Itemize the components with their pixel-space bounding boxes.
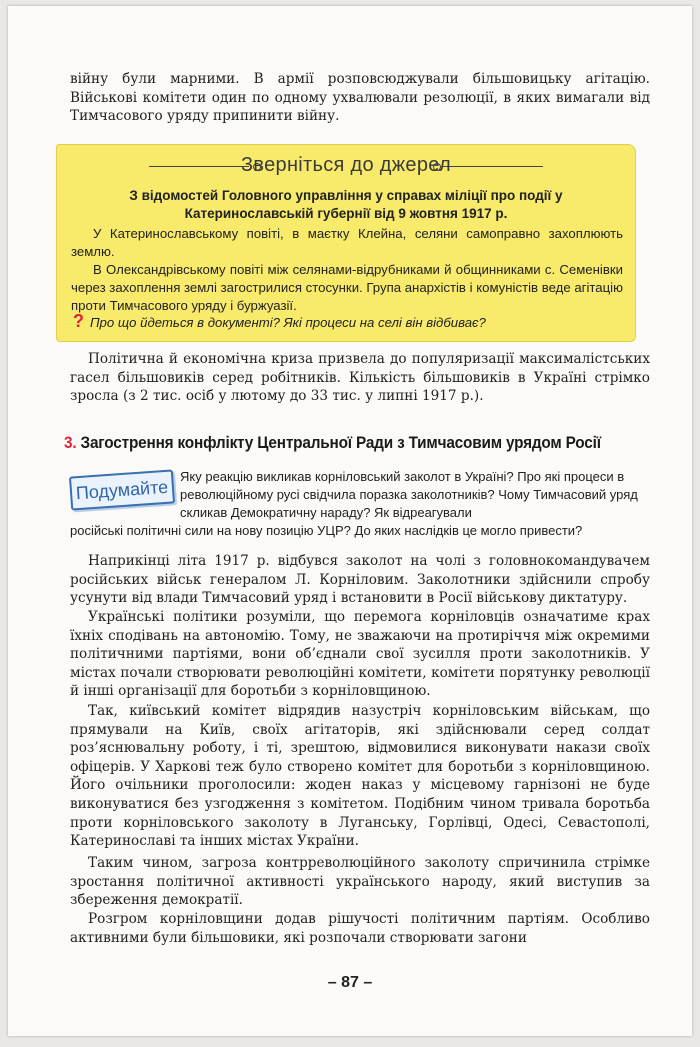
- sources-question-text: Про що йдеться в документі? Які процеси на селі він відбиває?: [90, 315, 486, 330]
- sources-box: [56, 144, 636, 342]
- sources-question: [73, 311, 625, 332]
- section-title: [64, 434, 622, 453]
- source-paragraph-1: У Катеринославському повіті, в маєтку Клейна, селяни самоправно захоплюють землю.: [71, 226, 623, 259]
- body-paragraph-4: Таким чином, загроза контрреволюційного заколоту спричинила стрімке зростання політичної активності українського народу, який виступив за збереження демократії.: [70, 855, 650, 909]
- section-number: 3.: [64, 434, 77, 452]
- textbook-page: [8, 6, 692, 1036]
- body-paragraph-5: Розгром корніловщини додав рішучості політичним партіям. Особливо активними були більшовики, які розпочали створювати загони: [70, 911, 650, 946]
- think-questions-part2: російські політичні сили на нову позицію УЦР? До яких наслідків це могло привести?: [70, 523, 583, 538]
- think-badge: Подумайте: [69, 469, 175, 510]
- body-paragraph-1: Наприкінці літа 1917 р. відбувся заколот на чолі з головнокомандувачем російських військ генералом Л. Корніловим. Заколотники здійснили спробу усунути від влади Тимчасовий уряд і встановити в Росії військову диктатуру.: [70, 553, 650, 607]
- sources-heading: Зверніться до джерел: [241, 154, 451, 176]
- question-mark-icon: ?: [73, 311, 84, 331]
- think-questions-part1: Яку реакцію викликав корніловський заколот в Україні? Про які процеси в революційному русі свідчила поразка заколотників? Чому Тимчасовий уряд скликав Демократичну нараду? Як відреагували: [180, 469, 638, 520]
- body-paragraph-3: Так, київський комітет відрядив назустріч корніловським військам, що прямували на Київ, своїх агітаторів, які здійснювали серед солдат роз’яснювальну роботу, і ті, зрештою, відмовилися виконувати накази своїх офіцерів. У Харкові теж було створено комітет для боротьби з корніловщиною. Його очільники проголосили: жоден наказ у місцевому гарнізоні не буде виконуватися без узгодження з комітетом. Подібним чином тривала боротьба проти корніловського заколоту в Луганську, Горлівці, Одесі, Севастополі, Катеринославі та інших містах України.: [70, 703, 650, 850]
- crisis-paragraph: Політична й економічна криза призвела до популяризації максималістських гасел більшовиків серед робітників. Кількість більшовиків в Україні стрімко зросла (з 2 тис. осіб у лютому до 33 тис. у липні 1917 р.).: [70, 351, 650, 405]
- body-paragraph-2: Українські політики розуміли, що перемога корніловців означатиме крах їхніх сподівань на автономію. Тому, не зважаючи на протиріччя між окремими політичними партіями, вони об’єднали свої зусилля проти заколотників. У містах почали створювати революційні комітети, комітети порятунку революції й інші організації для боротьби з корніловщиною.: [70, 609, 650, 700]
- intro-paragraph: війну були марними. В армії розповсюджували більшовицьку агітацію. Військові комітети один по одному ухвалювали резолюції, в яких вимагали від Тимчасового уряду припинити війну.: [70, 71, 650, 125]
- section-title-text: Загострення конфлікту Центральної Ради з Тимчасовим урядом Росії: [80, 434, 601, 452]
- source-paragraph-2: В Олександрівському повіті між селянами-відрубниками й общинниками с. Семенівки через захоплення землі загострилися стосунки. Група анархістів і комуністів веде агітацію проти Тимчасового уряду і буржуазії.: [71, 262, 623, 313]
- sources-subtitle: З відомостей Головного управління у справах міліції про події у Катеринославській губернії від 9 жовтня 1917 р.: [129, 188, 563, 221]
- page-number: – 87 –: [327, 974, 373, 991]
